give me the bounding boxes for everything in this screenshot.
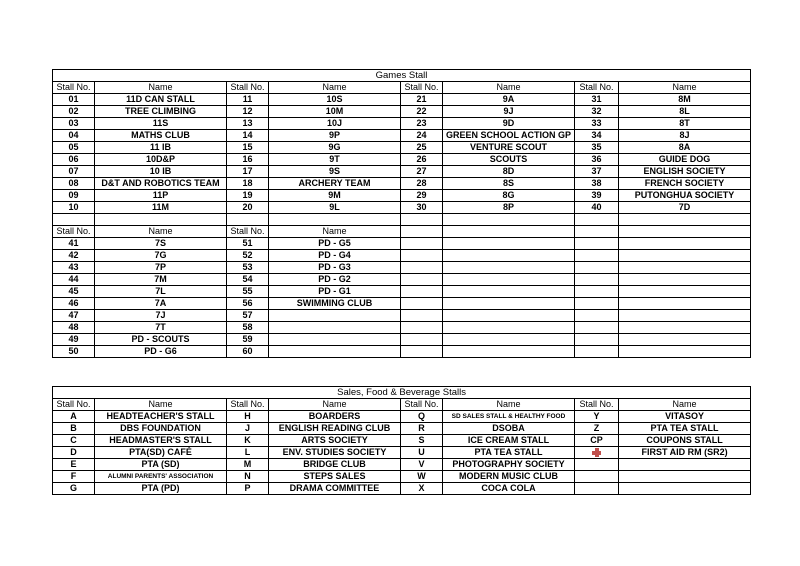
header-row	[53, 82, 751, 94]
stall-name-cell: PD - G5	[269, 238, 401, 250]
stall-name-cell: 10 IB	[95, 166, 227, 178]
stall-number-cell: 36	[575, 154, 619, 166]
stall-name-cell: 7P	[95, 262, 227, 274]
stall-number-cell: L	[227, 447, 269, 459]
stall-name-cell: SD SALES STALL & HEALTHY FOOD	[443, 411, 575, 423]
stall-number-cell: B	[53, 423, 95, 435]
stall-name-cell	[619, 274, 751, 286]
table-row	[53, 226, 751, 238]
stall-name-cell: PHOTOGRAPHY SOCIETY	[443, 459, 575, 471]
stall-name-cell: 10D&P	[95, 154, 227, 166]
stall-name-cell	[619, 286, 751, 298]
column-header-stall-no: Stall No.	[53, 399, 95, 411]
stall-number-cell	[575, 322, 619, 334]
stall-name-cell	[443, 286, 575, 298]
column-header-name: Name	[443, 82, 575, 94]
stall-name-cell: PTA(SD) CAFÉ	[95, 447, 227, 459]
stall-name-cell: COCA COLA	[443, 483, 575, 495]
stall-number-cell: N	[227, 471, 269, 483]
table-row	[53, 411, 751, 423]
stall-number-cell	[575, 459, 619, 471]
stall-number-cell: G	[53, 483, 95, 495]
table-row	[53, 238, 751, 250]
stall-name-cell	[619, 483, 751, 495]
stall-name-cell	[443, 262, 575, 274]
stall-name-cell: 8T	[619, 118, 751, 130]
stall-number-cell: 40	[575, 202, 619, 214]
stall-name-cell	[443, 310, 575, 322]
stall-number-cell: 27	[401, 166, 443, 178]
column-header-name: Name	[269, 399, 401, 411]
stall-name-cell: 8L	[619, 106, 751, 118]
stall-number-cell: 50	[53, 346, 95, 358]
stall-name-cell: 8S	[443, 178, 575, 190]
stall-number-cell: U	[401, 447, 443, 459]
table-row	[53, 459, 751, 471]
stall-name-cell: 7L	[95, 286, 227, 298]
stall-name-cell: PTA (SD)	[95, 459, 227, 471]
stall-name-cell: 7S	[95, 238, 227, 250]
stall-number-cell: 32	[575, 106, 619, 118]
stall-number-cell: A	[53, 411, 95, 423]
stall-name-cell: 8P	[443, 202, 575, 214]
stall-number-cell: 08	[53, 178, 95, 190]
stall-number-cell: J	[227, 423, 269, 435]
stall-name-cell: 9J	[443, 106, 575, 118]
column-header-name: Name	[95, 226, 227, 238]
stall-number-cell: 19	[227, 190, 269, 202]
stall-number-cell: C	[53, 435, 95, 447]
stall-number-cell: Q	[401, 411, 443, 423]
stall-number-cell: Z	[575, 423, 619, 435]
table-row	[53, 286, 751, 298]
stall-name-cell	[443, 334, 575, 346]
stall-number-cell: 26	[401, 154, 443, 166]
stall-name-cell: VITASOY	[619, 411, 751, 423]
stall-number-cell	[575, 250, 619, 262]
stall-number-cell: 60	[227, 346, 269, 358]
column-header-name: Name	[95, 82, 227, 94]
stall-number-cell: 01	[53, 94, 95, 106]
red-cross-icon	[591, 447, 602, 458]
stall-name-cell	[619, 322, 751, 334]
stall-name-cell: PD - G1	[269, 286, 401, 298]
stall-number-cell: 49	[53, 334, 95, 346]
stall-name-cell: 9P	[269, 130, 401, 142]
table-title-row	[53, 387, 751, 399]
sales-food-beverage-table	[52, 386, 751, 495]
stall-name-cell: COUPONS STALL	[619, 435, 751, 447]
stall-number-cell	[575, 334, 619, 346]
stall-name-cell	[619, 459, 751, 471]
stall-number-cell: 16	[227, 154, 269, 166]
stall-name-cell: 9D	[443, 118, 575, 130]
column-header-stall-no: Stall No.	[575, 82, 619, 94]
stall-name-cell: 11D CAN STALL	[95, 94, 227, 106]
stall-name-cell: PTA TEA STALL	[443, 447, 575, 459]
stall-name-cell	[619, 298, 751, 310]
table-row	[53, 202, 751, 214]
stall-name-cell: ARCHERY TEAM	[269, 178, 401, 190]
stall-name-cell: PTA (PD)	[95, 483, 227, 495]
stall-name-cell: 8J	[619, 130, 751, 142]
table-row	[53, 214, 751, 226]
stall-number-cell: 42	[53, 250, 95, 262]
stall-number-cell: 56	[227, 298, 269, 310]
stall-number-cell	[401, 346, 443, 358]
stall-number-cell	[575, 298, 619, 310]
stall-name-cell: ARTS SOCIETY	[269, 435, 401, 447]
stall-number-cell: H	[227, 411, 269, 423]
table-title-row	[53, 70, 751, 82]
stall-name-cell: MATHS CLUB	[95, 130, 227, 142]
stall-number-cell: 15	[227, 142, 269, 154]
stall-name-cell: ENV. STUDIES SOCIETY	[269, 447, 401, 459]
stall-number-cell: 52	[227, 250, 269, 262]
stall-name-cell	[619, 214, 751, 226]
stall-name-cell: 7T	[95, 322, 227, 334]
stall-number-cell: 24	[401, 130, 443, 142]
stall-name-cell: 7D	[619, 202, 751, 214]
column-header-stall-no: Stall No.	[53, 226, 95, 238]
table-row	[53, 94, 751, 106]
stall-number-cell: F	[53, 471, 95, 483]
stall-name-cell	[443, 346, 575, 358]
stall-number-cell: W	[401, 471, 443, 483]
stall-name-cell	[443, 298, 575, 310]
stall-name-cell: SWIMMING CLUB	[269, 298, 401, 310]
stall-name-cell: 8M	[619, 94, 751, 106]
stall-name-cell: HEADTEACHER'S STALL	[95, 411, 227, 423]
stall-number-cell: E	[53, 459, 95, 471]
stall-number-cell: 23	[401, 118, 443, 130]
stall-number-cell: 07	[53, 166, 95, 178]
stall-name-cell: SCOUTS	[443, 154, 575, 166]
stall-number-cell: 34	[575, 130, 619, 142]
stall-number-cell: 22	[401, 106, 443, 118]
table-row	[53, 483, 751, 495]
stall-number-cell: 31	[575, 94, 619, 106]
stall-number-cell: 05	[53, 142, 95, 154]
stall-number-cell: 44	[53, 274, 95, 286]
stall-number-cell: V	[401, 459, 443, 471]
stall-number-cell	[53, 214, 95, 226]
stall-number-cell	[401, 286, 443, 298]
stall-name-cell: 8D	[443, 166, 575, 178]
stall-number-cell: 57	[227, 310, 269, 322]
stall-number-cell: 13	[227, 118, 269, 130]
stall-name-cell: 10M	[269, 106, 401, 118]
stall-name-cell: GREEN SCHOOL ACTION GP	[443, 130, 575, 142]
stall-number-cell: 14	[227, 130, 269, 142]
table-row	[53, 142, 751, 154]
stall-name-cell: PD - G2	[269, 274, 401, 286]
stall-name-cell	[443, 322, 575, 334]
stall-number-cell	[401, 274, 443, 286]
stall-name-cell: MODERN MUSIC CLUB	[443, 471, 575, 483]
stall-number-cell: 03	[53, 118, 95, 130]
stall-number-cell	[575, 274, 619, 286]
stall-number-cell	[575, 310, 619, 322]
column-header-stall-no: Stall No.	[227, 399, 269, 411]
table-row	[53, 310, 751, 322]
table-row	[53, 346, 751, 358]
stall-name-cell: VENTURE SCOUT	[443, 142, 575, 154]
table-row	[53, 447, 751, 459]
stall-number-cell	[401, 262, 443, 274]
table-row	[53, 471, 751, 483]
stall-number-cell: R	[401, 423, 443, 435]
table-title: Games Stall	[53, 70, 751, 82]
column-header-name: Name	[269, 82, 401, 94]
stall-number-cell: 20	[227, 202, 269, 214]
table-row	[53, 435, 751, 447]
stall-name-cell: PUTONGHUA SOCIETY	[619, 190, 751, 202]
stall-name-cell: D&T AND ROBOTICS TEAM	[95, 178, 227, 190]
table-row	[53, 250, 751, 262]
stall-name-cell: 9S	[269, 166, 401, 178]
stall-name-cell: 7A	[95, 298, 227, 310]
stall-number-cell: Y	[575, 411, 619, 423]
stall-number-cell: S	[401, 435, 443, 447]
stall-name-cell: HEADMASTER'S STALL	[95, 435, 227, 447]
stall-name-cell: 7M	[95, 274, 227, 286]
stall-name-cell: PD - G4	[269, 250, 401, 262]
table-row	[53, 106, 751, 118]
stall-number-cell: 39	[575, 190, 619, 202]
column-header-stall-no: Stall No.	[227, 82, 269, 94]
stall-number-cell: 33	[575, 118, 619, 130]
column-header-name: Name	[443, 399, 575, 411]
stall-name-cell	[269, 322, 401, 334]
stall-number-cell	[401, 214, 443, 226]
stall-name-cell	[269, 334, 401, 346]
stall-name-cell: 9T	[269, 154, 401, 166]
stall-number-cell: 21	[401, 94, 443, 106]
stall-name-cell: 9G	[269, 142, 401, 154]
column-header-stall-no: Stall No.	[227, 226, 269, 238]
stall-number-cell	[575, 483, 619, 495]
stall-name-cell	[269, 310, 401, 322]
stall-name-cell: ENGLISH SOCIETY	[619, 166, 751, 178]
stall-number-cell: 30	[401, 202, 443, 214]
stall-number-cell: D	[53, 447, 95, 459]
stall-number-cell: 17	[227, 166, 269, 178]
stall-number-cell: M	[227, 459, 269, 471]
stall-name-cell: DSOBA	[443, 423, 575, 435]
stall-name-cell: 11P	[95, 190, 227, 202]
column-header-stall-no: Stall No.	[53, 82, 95, 94]
stall-number-cell: 59	[227, 334, 269, 346]
stall-name-cell	[443, 238, 575, 250]
stall-name-cell	[269, 214, 401, 226]
stall-name-cell	[619, 346, 751, 358]
column-header-name: Name	[619, 399, 751, 411]
stall-name-cell	[619, 238, 751, 250]
stall-number-cell: 09	[53, 190, 95, 202]
stall-name-cell: FIRST AID RM (SR2)	[619, 447, 751, 459]
stall-name-cell	[619, 310, 751, 322]
column-header-name	[619, 226, 751, 238]
table-row	[53, 298, 751, 310]
stall-number-cell	[575, 262, 619, 274]
table-row	[53, 274, 751, 286]
stall-name-cell: 7G	[95, 250, 227, 262]
column-header-stall-no	[401, 226, 443, 238]
stall-number-cell: 35	[575, 142, 619, 154]
stall-name-cell	[619, 334, 751, 346]
stall-name-cell: DRAMA COMMITTEE	[269, 483, 401, 495]
stall-name-cell	[443, 214, 575, 226]
stall-number-cell: 28	[401, 178, 443, 190]
stall-number-cell: 38	[575, 178, 619, 190]
stall-name-cell: ENGLISH READING CLUB	[269, 423, 401, 435]
stall-name-cell: 9A	[443, 94, 575, 106]
stall-name-cell: DBS FOUNDATION	[95, 423, 227, 435]
stall-name-cell: PD - SCOUTS	[95, 334, 227, 346]
column-header-stall-no	[575, 226, 619, 238]
stall-name-cell: 9L	[269, 202, 401, 214]
column-header-stall-no: Stall No.	[401, 82, 443, 94]
stall-name-cell: PD - G3	[269, 262, 401, 274]
stall-number-cell: X	[401, 483, 443, 495]
stall-number-cell: 10	[53, 202, 95, 214]
stall-name-cell	[443, 274, 575, 286]
header-row	[53, 399, 751, 411]
stall-number-cell: K	[227, 435, 269, 447]
stall-name-cell	[619, 250, 751, 262]
stall-name-cell: 10S	[269, 94, 401, 106]
stall-number-cell: 29	[401, 190, 443, 202]
stall-number-cell	[575, 238, 619, 250]
stall-number-cell	[401, 322, 443, 334]
column-header-name	[443, 226, 575, 238]
stall-name-cell: 11M	[95, 202, 227, 214]
stall-number-cell: 58	[227, 322, 269, 334]
stall-number-cell: P	[227, 483, 269, 495]
column-header-name: Name	[619, 82, 751, 94]
stall-name-cell: 11S	[95, 118, 227, 130]
stall-number-cell	[401, 298, 443, 310]
table-row	[53, 190, 751, 202]
stall-number-cell	[575, 471, 619, 483]
stall-name-cell: 7J	[95, 310, 227, 322]
table-row	[53, 322, 751, 334]
table-row	[53, 262, 751, 274]
stall-number-cell	[575, 346, 619, 358]
column-header-name: Name	[269, 226, 401, 238]
column-header-stall-no: Stall No.	[401, 399, 443, 411]
stall-number-cell: 53	[227, 262, 269, 274]
stall-name-cell: TREE CLIMBING	[95, 106, 227, 118]
stall-name-cell: FRENCH SOCIETY	[619, 178, 751, 190]
stall-number-cell: 11	[227, 94, 269, 106]
stall-number-cell: 48	[53, 322, 95, 334]
stall-number-cell: 25	[401, 142, 443, 154]
games-stall-table	[52, 69, 751, 358]
stall-number-cell	[401, 310, 443, 322]
table-row	[53, 118, 751, 130]
stall-name-cell: 8A	[619, 142, 751, 154]
stall-name-cell: BRIDGE CLUB	[269, 459, 401, 471]
stall-name-cell: PD - G6	[95, 346, 227, 358]
stall-name-cell: PTA TEA STALL	[619, 423, 751, 435]
stall-number-cell: 02	[53, 106, 95, 118]
stall-number-cell: 47	[53, 310, 95, 322]
stall-name-cell: GUIDE DOG	[619, 154, 751, 166]
stall-number-cell: 41	[53, 238, 95, 250]
stall-number-cell: 45	[53, 286, 95, 298]
table-row	[53, 334, 751, 346]
stall-number-cell: 04	[53, 130, 95, 142]
column-header-name: Name	[95, 399, 227, 411]
stall-name-cell	[619, 262, 751, 274]
stall-name-cell: 9M	[269, 190, 401, 202]
stall-name-cell: STEPS SALES	[269, 471, 401, 483]
stall-number-cell: 54	[227, 274, 269, 286]
stall-name-cell: ALUMNI PARENTS' ASSOCIATION	[95, 471, 227, 483]
stall-number-cell	[227, 214, 269, 226]
stall-number-cell	[575, 214, 619, 226]
column-header-stall-no: Stall No.	[575, 399, 619, 411]
table-row	[53, 166, 751, 178]
stall-number-cell	[575, 447, 619, 459]
stall-number-cell: CP	[575, 435, 619, 447]
stall-name-cell	[443, 250, 575, 262]
table-title: Sales, Food & Beverage Stalls	[53, 387, 751, 399]
stall-name-cell: 8G	[443, 190, 575, 202]
stall-number-cell: 37	[575, 166, 619, 178]
stall-name-cell: ICE CREAM STALL	[443, 435, 575, 447]
stall-number-cell	[401, 238, 443, 250]
stall-number-cell	[401, 250, 443, 262]
stall-number-cell: 06	[53, 154, 95, 166]
stall-name-cell: 10J	[269, 118, 401, 130]
table-row	[53, 130, 751, 142]
stall-name-cell	[95, 214, 227, 226]
stall-number-cell	[575, 286, 619, 298]
stall-number-cell	[401, 334, 443, 346]
stall-name-cell	[269, 346, 401, 358]
stall-name-cell: 11 IB	[95, 142, 227, 154]
stall-number-cell: 55	[227, 286, 269, 298]
stall-number-cell: 12	[227, 106, 269, 118]
table-row	[53, 178, 751, 190]
stall-name-cell	[619, 471, 751, 483]
stall-number-cell: 51	[227, 238, 269, 250]
table-row	[53, 154, 751, 166]
table-row	[53, 423, 751, 435]
stall-number-cell: 43	[53, 262, 95, 274]
stall-number-cell: 18	[227, 178, 269, 190]
stall-name-cell: BOARDERS	[269, 411, 401, 423]
stall-number-cell: 46	[53, 298, 95, 310]
